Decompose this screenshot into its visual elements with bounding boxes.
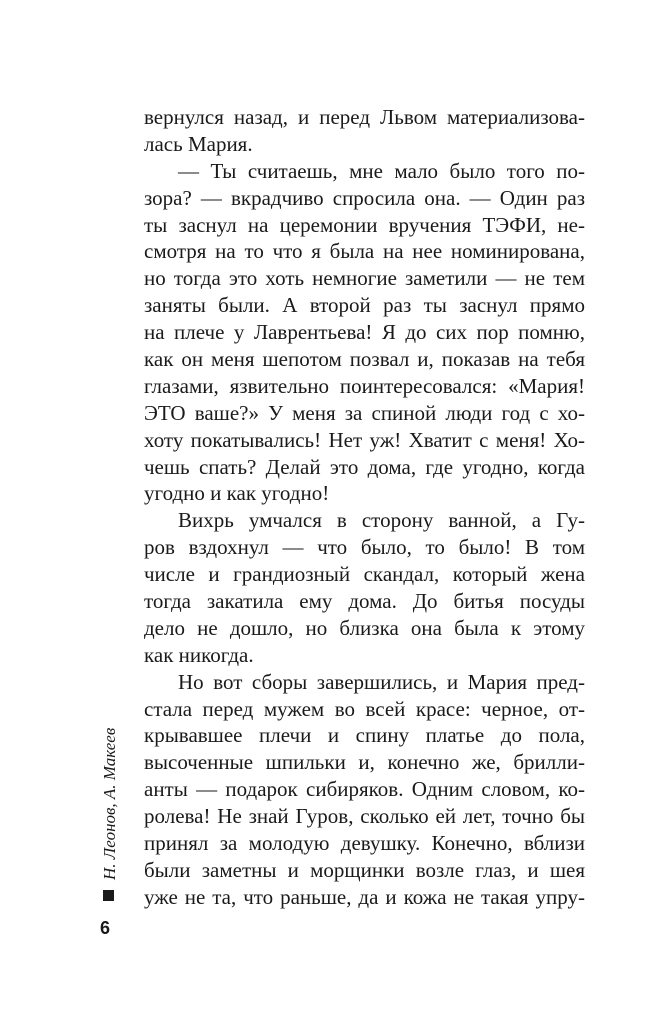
text-line: ЭТО ваше?» У меня за спиной люди год с хо- xyxy=(144,400,585,425)
text-line: Вихрь умчался в сторону ванной, а Гу- xyxy=(178,508,585,533)
text-line: ров вздохнул — что было, то было! В том xyxy=(144,535,585,560)
text-line: но тогда это хоть немногие заметили — не тем xyxy=(144,266,585,291)
text-line: угодно и как угодно! xyxy=(144,481,330,506)
text-line: зора? — вкрадчиво спросила она. — Один раз xyxy=(144,185,585,210)
text-line: были заметны и морщинки возле глаз, и шея xyxy=(144,857,585,882)
text-line: ты заснул на церемонии вручения ТЭФИ, не- xyxy=(144,212,585,237)
body-text xyxy=(144,104,585,911)
text-line: тогда закатила ему дома. До битья посуды xyxy=(144,589,585,614)
square-marker-icon xyxy=(103,890,114,901)
text-line: ролева! Не знай Гуров, сколько ей лет, точно бы xyxy=(144,804,585,829)
text-line: чешь спать? Делай это дома, где угодно, когда xyxy=(144,454,585,479)
text-line: анты — подарок сибиряков. Одним словом, ко- xyxy=(144,777,585,802)
text-line: смотря на то что я была на нее номинирована, xyxy=(144,239,585,264)
text-line: стала перед мужем во всей красе: черное, от- xyxy=(144,696,585,721)
text-line: уже не та, что раньше, да и кожа не такая упру- xyxy=(144,884,585,909)
text-line: числе и грандиозный скандал, который жена xyxy=(144,562,585,587)
text-line: лась Мария. xyxy=(144,131,253,156)
text-line: как он меня шепотом позвал и, показав на тебя xyxy=(144,347,585,372)
text-line: на плече у Лаврентьева! Я до сих пор помню, xyxy=(144,320,585,345)
text-line: вернулся назад, и перед Львом материализова- xyxy=(144,105,585,129)
text-line: глазами, язвительно поинтересовался: «Мария! xyxy=(144,373,585,398)
running-head-authors: Н. Леонов, А. Макеев xyxy=(100,727,119,880)
text-line: крывавшее плечи и спину платье до пола, xyxy=(144,723,585,748)
text-line: дело не дошло, но близка она была к этому xyxy=(144,615,585,640)
text-line: хоту покатывались! Нет уж! Хватит с меня! Хо- xyxy=(144,427,585,452)
text-line: высоченные шпильки и, конечно же, брилли- xyxy=(144,750,585,775)
text-line: — Ты считаешь, мне мало было того по- xyxy=(178,158,585,183)
page-number: 6 xyxy=(100,918,111,938)
text-line: заняты были. А второй раз ты заснул прямо xyxy=(144,293,585,318)
text-line: как никогда. xyxy=(144,642,254,667)
text-line: Но вот сборы завершились, и Мария пред- xyxy=(178,669,585,694)
text-line: принял за молодую девушку. Конечно, вблизи xyxy=(144,831,585,856)
